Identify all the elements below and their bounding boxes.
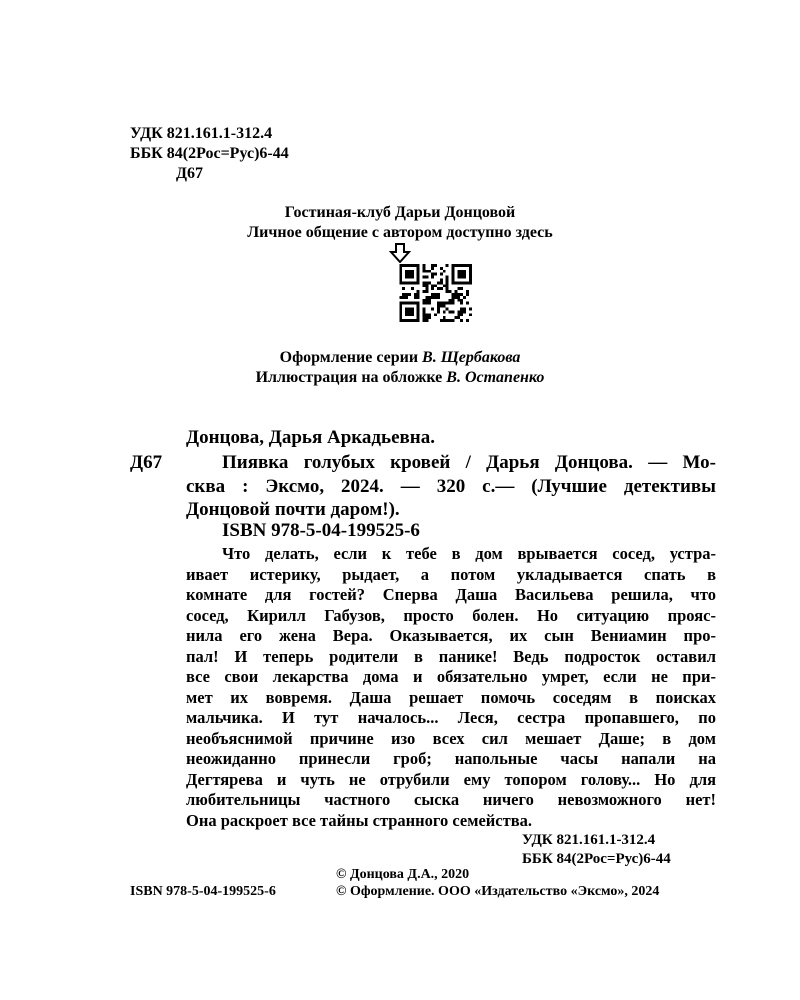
arrow-down-icon bbox=[389, 243, 411, 263]
author-mark-code: Д67 bbox=[176, 165, 204, 182]
annotation-line: мальчика. И тут началось... Леся, сестра пропавшего, по bbox=[186, 708, 716, 727]
annotation-line: ивает истерику, рыдает, а потом укладывается спать в bbox=[186, 564, 716, 584]
club-title: Гостиная-клуб Дарьи Донцовой bbox=[284, 204, 516, 221]
cover-illustration-label: Иллюстрация на обложке bbox=[255, 369, 447, 386]
copyright-author: © Донцова Д.А., 2020 bbox=[336, 867, 470, 882]
annotation-line: необъяснимой причине изо всех сил мешает Даше; в дом bbox=[186, 728, 716, 748]
annotation-line: Что делать, если к тебе в дом врывается сосед, устра- bbox=[222, 544, 716, 563]
title-statement bbox=[186, 451, 716, 522]
club-subtitle: Личное общение с автором доступно здесь bbox=[247, 224, 553, 241]
series-designer-name: В. Щербакова bbox=[422, 349, 521, 366]
cover-illustration-credit bbox=[0, 368, 800, 388]
isbn-main: ISBN 978-5-04-199525-6 bbox=[222, 520, 420, 541]
isbn-bottom: ISBN 978-5-04-199525-6 bbox=[130, 884, 276, 899]
annotation-line: все свои лекарства дома и обязательно умрет, если не при- bbox=[186, 667, 716, 686]
title-line: Пиявка голубых кровей / Дарья Донцова. — Мо- bbox=[222, 452, 716, 473]
bib-code: Д67 bbox=[130, 452, 163, 473]
qr-code-icon[interactable] bbox=[399, 264, 472, 322]
udk-code: УДК 821.161.1-312.4 bbox=[130, 125, 273, 142]
annotation-line: нила его жена Вера. Оказывается, их сын Вениамин про- bbox=[186, 626, 716, 645]
annotation-line: комнате для гостей? Сперва Даша Васильева решила, что bbox=[186, 585, 716, 604]
annotation-line: Она раскроет все тайны странного семейства. bbox=[186, 810, 533, 830]
annotation-line: пал! И теперь родители в панике! Ведь подросток оставил bbox=[186, 646, 716, 666]
annotation-line: сосед, Кирилл Габузов, просто болен. Но ситуацию прояс- bbox=[186, 605, 716, 625]
bbk-code-right: ББК 84(2Рос=Рус)6-44 bbox=[522, 851, 671, 867]
series-design-credit bbox=[0, 348, 800, 368]
annotation-line: неожиданно принесли гроб; напольные часы напали на bbox=[186, 749, 716, 768]
udk-code-right: УДК 821.161.1-312.4 bbox=[522, 832, 656, 848]
title-line: сква : Эксмо, 2024. — 320 с.— (Лучшие детективы bbox=[186, 475, 716, 497]
author-heading: Донцова, Дарья Аркадьевна. bbox=[186, 427, 435, 448]
bbk-code: ББК 84(2Рос=Рус)6-44 bbox=[130, 145, 289, 162]
series-design-label: Оформление серии bbox=[279, 349, 423, 366]
annotation-line: Дегтярева и чуть не отрубили ему топором голову... Но для bbox=[186, 769, 716, 789]
copyright-design: © Оформление. ООО «Издательство «Эксмо», 2024 bbox=[336, 884, 660, 899]
annotation bbox=[186, 544, 716, 831]
annotation-line: мет их вовремя. Даша решает помочь соседям в поисках bbox=[186, 687, 716, 707]
title-line: Донцовой почти даром!). bbox=[186, 499, 400, 520]
annotation-line: любительницы частного сыска ничего невозможного нет! bbox=[186, 790, 716, 809]
cover-illustrator-name: В. Остапенко bbox=[446, 369, 545, 386]
